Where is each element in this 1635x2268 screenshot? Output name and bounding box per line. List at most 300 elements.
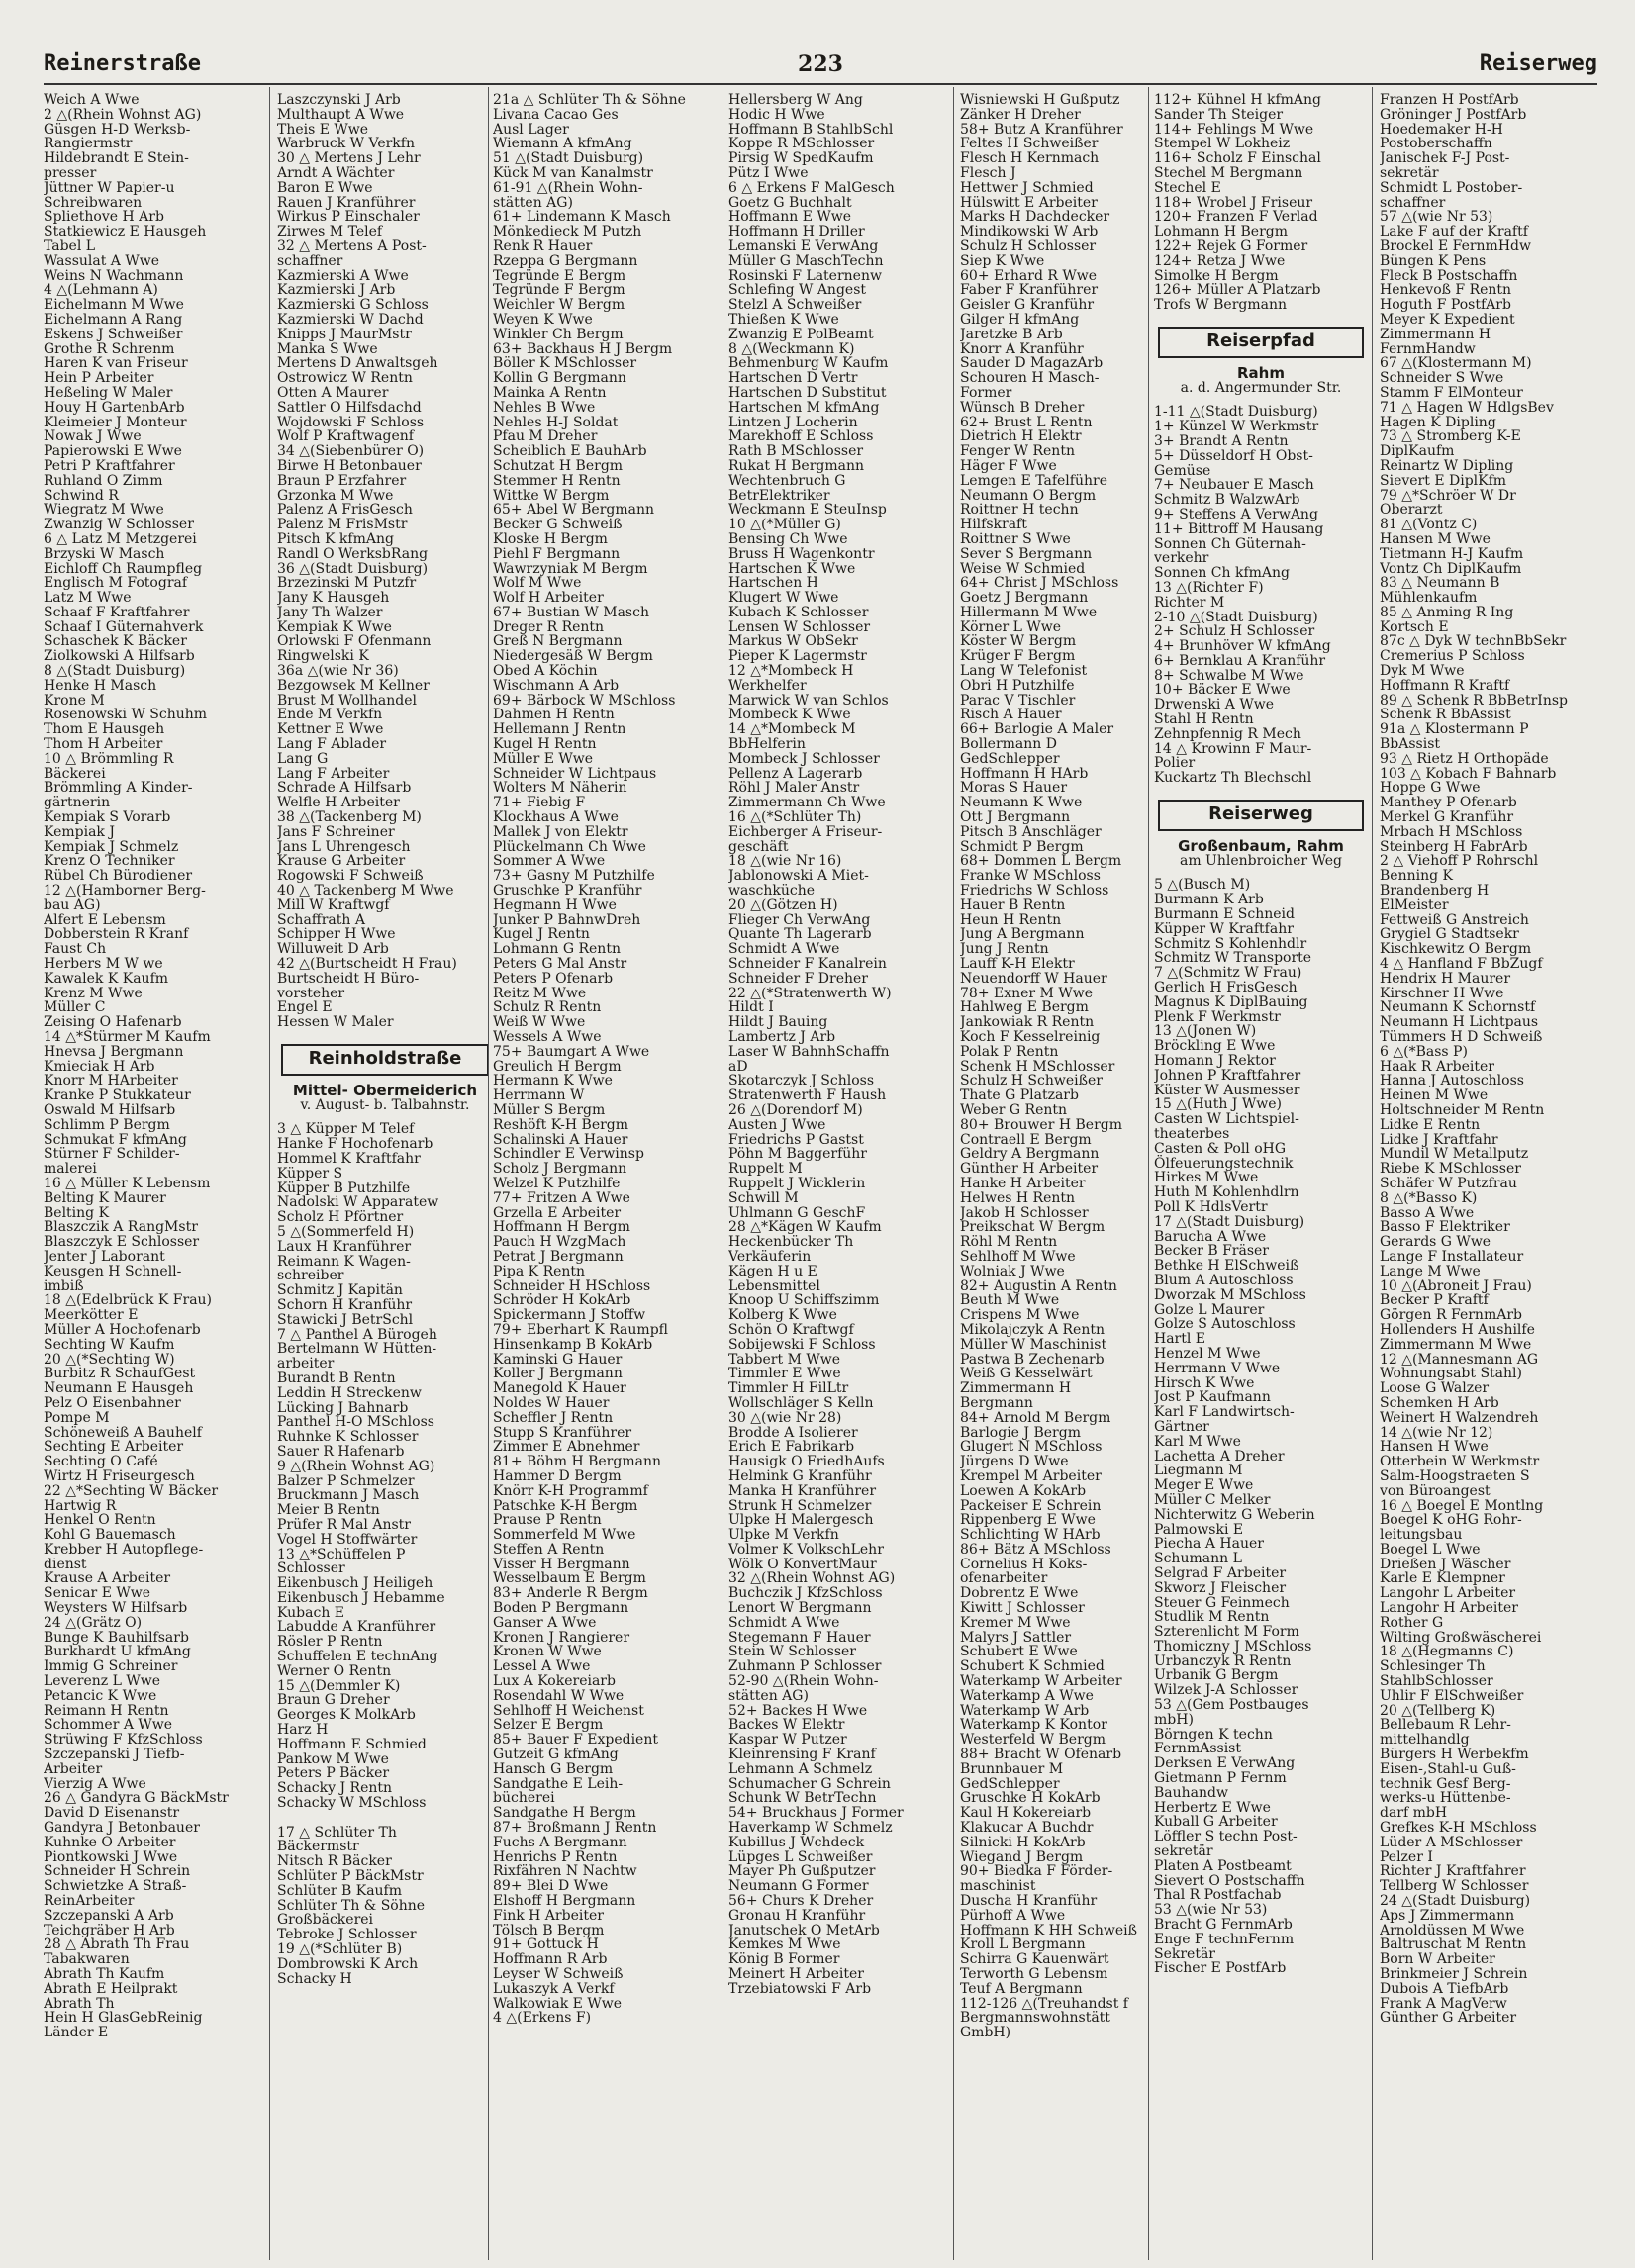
directory-entry: Kazmierski G Schloss bbox=[277, 297, 429, 314]
directory-entry: Palenz A FrisGesch bbox=[277, 502, 413, 519]
directory-entry: 2 △ Viehoff P Rohrschl bbox=[1380, 853, 1539, 870]
directory-entry: Bauhandw bbox=[1154, 1784, 1228, 1801]
directory-entry: sekretär bbox=[1154, 1843, 1213, 1860]
directory-entry: Lange M Wwe bbox=[1380, 1263, 1481, 1279]
directory-entry: Dahmen H Rentn bbox=[493, 707, 615, 723]
directory-entry: Hnevsa J Bergmann bbox=[44, 1043, 184, 1060]
directory-entry: Wiegratz M Wwe bbox=[44, 502, 164, 519]
directory-entry: Sauder D MagazArb bbox=[960, 355, 1104, 372]
directory-entry: Klugert W Wwe bbox=[728, 590, 839, 607]
directory-entry: 20 △(*Sechting W) bbox=[44, 1351, 175, 1368]
directory-entry: Becker P Kraftf bbox=[1380, 1292, 1489, 1309]
directory-entry: Vontz Ch DiplKaufm bbox=[1380, 560, 1522, 577]
directory-entry: Hirkes M Wwe bbox=[1154, 1170, 1259, 1186]
directory-entry: Hirsch K Wwe bbox=[1154, 1374, 1255, 1391]
directory-entry: Petancic K Wwe bbox=[44, 1687, 157, 1704]
directory-entry: Skworz J Fleischer bbox=[1154, 1579, 1287, 1596]
directory-entry: imbiß bbox=[44, 1277, 84, 1294]
directory-entry: Nehles B Wwe bbox=[493, 399, 596, 416]
directory-entry: Obed A Köchin bbox=[493, 663, 598, 680]
directory-entry: Cremerius P Schloss bbox=[1380, 648, 1525, 665]
directory-entry: Nichterwitz G Weberin bbox=[1154, 1506, 1315, 1523]
directory-entry: Wolf P Kraftwagenf bbox=[277, 428, 414, 445]
directory-entry: Franke W MSchloss bbox=[960, 868, 1101, 885]
directory-entry: Hartschen M kfmAng bbox=[728, 399, 880, 416]
directory-entry: Janischek F-J Post- bbox=[1380, 150, 1510, 167]
directory-entry: Herrmann V Wwe bbox=[1154, 1360, 1281, 1376]
directory-entry: Hammer D Bergm bbox=[493, 1467, 622, 1484]
directory-entry: Geldry A Bergmann bbox=[960, 1146, 1100, 1163]
directory-entry: Weiß G Kesselwärt bbox=[960, 1366, 1093, 1382]
directory-entry: Goetz G Buchhalt bbox=[728, 194, 852, 211]
directory-entry: 16 △ Müller K Lebensm bbox=[44, 1175, 211, 1191]
directory-entry: Baron E Wwe bbox=[277, 179, 373, 196]
directory-entry: Flieger Ch VerwAng bbox=[728, 911, 871, 928]
directory-entry: Körner L Wwe bbox=[960, 618, 1062, 635]
directory-entry: Rangiermstr bbox=[44, 136, 133, 152]
directory-entry: Zwanzig W Schlosser bbox=[44, 517, 194, 533]
directory-entry: Jenter J Laborant bbox=[44, 1248, 165, 1265]
directory-entry: Kawalek K Kaufm bbox=[44, 970, 169, 987]
directory-entry: Schubert K Schmied bbox=[960, 1658, 1105, 1675]
directory-entry: 14 △*Mombeck M bbox=[728, 721, 856, 738]
directory-entry: Markus W ObSekr bbox=[728, 633, 858, 650]
directory-entry: Herbers M W we bbox=[44, 956, 163, 973]
directory-entry: 82+ Augustin A Rentn bbox=[960, 1277, 1117, 1294]
directory-entry: Weckmann E SteuInsp bbox=[728, 502, 887, 519]
directory-entry: Küpper W Kraftfahr bbox=[1154, 920, 1294, 937]
directory-entry: Flesch H Kernmach bbox=[960, 150, 1100, 167]
directory-entry: Lebensmittel bbox=[728, 1277, 820, 1294]
directory-entry: Lensen W Schlosser bbox=[728, 618, 871, 635]
directory-entry: 89 △ Schenk R BbBetrInsp bbox=[1380, 692, 1568, 709]
directory-entry: Stamm F ElMonteur bbox=[1380, 384, 1523, 401]
directory-entry: Fink H Arbeiter bbox=[493, 1907, 604, 1924]
directory-entry: Schacky H bbox=[277, 1970, 352, 1987]
directory-entry: Enge F technFernm bbox=[1154, 1931, 1295, 1947]
directory-entry: presser bbox=[44, 164, 97, 181]
directory-entry: Brunnbauer M bbox=[960, 1760, 1064, 1777]
directory-entry: Peters P Ofenarb bbox=[493, 970, 614, 987]
directory-entry: 4 △(Lehmann A) bbox=[44, 282, 158, 299]
column-divider bbox=[488, 87, 489, 2260]
directory-entry bbox=[277, 1811, 493, 1826]
directory-entry: Greß N Bergmann bbox=[493, 633, 623, 650]
directory-entry: Haak R Arbeiter bbox=[1380, 1058, 1494, 1075]
directory-entry: Goetz J Bergmann bbox=[960, 590, 1089, 607]
directory-entry: Tabakwaren bbox=[44, 1951, 130, 1968]
directory-entry: Schrade A Hilfsarb bbox=[277, 780, 412, 797]
directory-entry: Papierowski E Wwe bbox=[44, 443, 182, 460]
directory-entry: 13 △*Schüffelen P bbox=[277, 1546, 406, 1562]
directory-entry: Bezgowsek M Kellner bbox=[277, 677, 430, 694]
directory-entry: Fischer E PostfArb bbox=[1154, 1960, 1287, 1977]
directory-entry: Platen A Postbeamt bbox=[1154, 1857, 1292, 1874]
directory-entry: Zirwes M Telef bbox=[277, 224, 383, 240]
directory-entry: Backes W Elektr bbox=[728, 1717, 845, 1734]
directory-entry: Parac V Tischler bbox=[960, 692, 1076, 709]
directory-entry: Drwenski A Wwe bbox=[1154, 697, 1275, 713]
directory-entry: Hoffmann H Driller bbox=[728, 224, 865, 240]
directory-entry: Krause G Arbeiter bbox=[277, 853, 406, 870]
directory-entry: Sonnen Ch Güternah- bbox=[1154, 535, 1306, 552]
directory-entry: Eichloff Ch Raumpfleg bbox=[44, 560, 203, 577]
column-1 bbox=[44, 93, 261, 2260]
directory-entry: GedSchlepper bbox=[960, 1775, 1060, 1792]
directory-entry: Börngen K techn bbox=[1154, 1726, 1273, 1743]
directory-entry: David D Eisenanstr bbox=[44, 1805, 180, 1822]
directory-entry: GedSchlepper bbox=[960, 750, 1060, 767]
directory-entry: 53 △(Gem Postbauges bbox=[1154, 1697, 1309, 1714]
directory-entry: Palenz M FrisMstr bbox=[277, 517, 408, 533]
directory-entry: Schacky J Rentn bbox=[277, 1780, 393, 1797]
directory-entry: Schmitz J Kapitän bbox=[277, 1282, 403, 1299]
directory-entry: Rosendahl W Wwe bbox=[493, 1687, 625, 1704]
page-header bbox=[44, 51, 1597, 85]
directory-entry: Contraell E Bergm bbox=[960, 1131, 1092, 1148]
directory-entry: Abrath E Heilprakt bbox=[44, 1980, 178, 1997]
directory-entry: Knorr A Kranführ bbox=[960, 340, 1084, 357]
directory-entry: Boegel L Wwe bbox=[1380, 1541, 1481, 1558]
directory-entry: ofenarbeiter bbox=[960, 1570, 1048, 1587]
directory-entry: Schouren H Masch- bbox=[960, 370, 1100, 387]
directory-entry: mittelhandlg bbox=[1380, 1732, 1470, 1748]
directory-entry: Müller S Bergm bbox=[493, 1101, 606, 1118]
directory-entry: bücherei bbox=[493, 1790, 555, 1807]
directory-entry: Geisler G Kranführ bbox=[960, 297, 1095, 314]
directory-entry: Wechtenbruch G bbox=[728, 472, 846, 489]
directory-entry: 1+ Künzel W Werkmstr bbox=[1154, 419, 1319, 435]
street-range-start: Reinerstraße bbox=[44, 51, 201, 76]
directory-entry: 4 △(Erkens F) bbox=[493, 2010, 592, 2027]
directory-entry: Erich E Fabrikarb bbox=[728, 1439, 855, 1456]
directory-entry: Thal R Postfachab bbox=[1154, 1887, 1282, 1904]
directory-entry: 42 △(Burtscheidt H Frau) bbox=[277, 956, 457, 973]
directory-entry: Thom H Arbeiter bbox=[44, 736, 163, 753]
directory-entry: Schalinski A Hauer bbox=[493, 1131, 628, 1148]
directory-entry: 13 △(Richter F) bbox=[1154, 579, 1264, 596]
directory-entry: Rother G bbox=[1380, 1614, 1444, 1631]
directory-entry: Schlesinger Th bbox=[1380, 1658, 1486, 1675]
directory-entry: Kortsch E bbox=[1380, 618, 1449, 635]
directory-entry: Piehl F Bergmann bbox=[493, 545, 621, 562]
directory-entry: Terworth G Lebensm bbox=[960, 1966, 1108, 1982]
directory-entry: aD bbox=[728, 1058, 748, 1075]
street-heading: Reinholdstraße bbox=[281, 1044, 489, 1076]
directory-entry: Krempel M Arbeiter bbox=[960, 1467, 1102, 1484]
directory-entry: Steuer G Feinmech bbox=[1154, 1594, 1290, 1611]
directory-entry: Rixfähren N Nachtw bbox=[493, 1863, 637, 1880]
directory-entry: Buchczik J KfzSchloss bbox=[728, 1585, 883, 1602]
directory-entry: Wesselbaum E Bergm bbox=[493, 1570, 646, 1587]
directory-entry: 17 △ Schlüter Th bbox=[277, 1824, 397, 1841]
directory-entry: Kolberg K Wwe bbox=[728, 1307, 837, 1324]
directory-entry: Peters G Mal Anstr bbox=[493, 956, 627, 973]
directory-entry: Neumann H Lichtpaus bbox=[1380, 1014, 1539, 1031]
directory-entry: Wohnungsabt Stahl) bbox=[1380, 1366, 1522, 1382]
directory-entry: Fenger W Rentn bbox=[960, 443, 1075, 460]
directory-entry: Bruckmann J Masch bbox=[277, 1487, 420, 1504]
directory-entry: Wawrzyniak M Bergm bbox=[493, 560, 648, 577]
directory-entry: Küpper S bbox=[277, 1165, 343, 1181]
directory-entry: Dyk M Wwe bbox=[1380, 663, 1465, 680]
directory-entry: 67 △(Klostermann M) bbox=[1380, 355, 1532, 372]
column-4 bbox=[728, 93, 950, 2260]
directory-entry: 3 △ Küpper M Telef bbox=[277, 1121, 415, 1138]
directory-entry: Ruppelt M bbox=[728, 1161, 803, 1178]
directory-entry: Friedrichs W Schloss bbox=[960, 883, 1109, 899]
directory-entry: 68+ Dommen L Bergm bbox=[960, 853, 1122, 870]
directory-entry: Ganser A Wwe bbox=[493, 1614, 597, 1631]
directory-entry: 16 △ Boegel E Montlng bbox=[1380, 1497, 1544, 1514]
directory-entry: 73 △ Stromberg K-E bbox=[1380, 428, 1521, 445]
directory-entry: Hartschen H bbox=[728, 575, 818, 592]
directory-entry: Willuweit D Arb bbox=[277, 941, 389, 958]
directory-entry: Otten A Maurer bbox=[277, 384, 389, 401]
district-label: Mittel- Obermeiderich bbox=[292, 1081, 478, 1099]
directory-entry: Pompe M bbox=[44, 1409, 110, 1426]
directory-entry: Balzer P Schmelzer bbox=[277, 1472, 415, 1489]
directory-entry: Lange F Installateur bbox=[1380, 1248, 1524, 1265]
directory-entry: Lang W Telefonist bbox=[960, 663, 1088, 680]
directory-entry: Johnen P Kraftfahrer bbox=[1154, 1067, 1301, 1084]
directory-entry: Hodic H Wwe bbox=[728, 106, 825, 123]
directory-entry: Koller J Bergmann bbox=[493, 1366, 623, 1382]
directory-entry: Pelzer I bbox=[1380, 1848, 1433, 1865]
directory-entry: Schlosser bbox=[277, 1560, 345, 1577]
directory-entry: Karl M Wwe bbox=[1154, 1433, 1241, 1450]
directory-entry: Waterkamp W Arb bbox=[960, 1702, 1090, 1719]
directory-entry: Meger E Wwe bbox=[1154, 1477, 1254, 1494]
directory-entry: Schneider F Dreher bbox=[728, 970, 868, 987]
directory-entry: 79+ Eberhart K Raumpfl bbox=[493, 1321, 668, 1338]
directory-entry: Wisniewski H Gußputz bbox=[960, 93, 1120, 108]
directory-entry: Sechting O Café bbox=[44, 1454, 158, 1470]
directory-entry: 79 △*Schröer W Dr bbox=[1380, 487, 1516, 504]
directory-entry: Vierzig A Wwe bbox=[44, 1775, 146, 1792]
directory-entry: 7+ Neubauer E Masch bbox=[1154, 477, 1314, 494]
directory-entry: Kubach K Schlosser bbox=[728, 604, 869, 620]
street-section-label: v. August- b. Talbahnstr. bbox=[300, 1096, 470, 1113]
directory-entry: Pitsch B Anschläger bbox=[960, 823, 1102, 840]
directory-entry: 6 △ Latz M Metzgerei bbox=[44, 530, 197, 547]
directory-entry: 5+ Düsseldorf H Obst- bbox=[1154, 447, 1313, 464]
directory-entry: Stemmer H Rentn bbox=[493, 472, 621, 489]
directory-entry: Kiwitt J Schlosser bbox=[960, 1600, 1085, 1617]
directory-entry: Schorn H Kranführ bbox=[277, 1296, 413, 1313]
directory-entry: 81 △(Vontz C) bbox=[1380, 517, 1478, 533]
directory-entry: Timmler E Wwe bbox=[728, 1366, 841, 1382]
directory-entry: Hellemann J Rentn bbox=[493, 721, 626, 738]
directory-entry: Kuhnke O Arbeiter bbox=[44, 1834, 176, 1850]
directory-entry: Ringwelski K bbox=[277, 648, 369, 665]
directory-entry: Bracht G FernmArb bbox=[1154, 1917, 1293, 1934]
directory-entry: Immig G Schreiner bbox=[44, 1658, 178, 1675]
directory-entry: Schöneweiß A Bauhelf bbox=[44, 1424, 202, 1441]
directory-entry: Müller C Melker bbox=[1154, 1491, 1271, 1508]
directory-entry: Zimmer E Abnehmer bbox=[493, 1439, 640, 1456]
directory-entry: Wassulat A Wwe bbox=[44, 252, 160, 269]
directory-entry: Lauff K-H Elektr bbox=[960, 956, 1075, 973]
directory-entry: Sandgathe E Leih- bbox=[493, 1775, 624, 1792]
street-section-label: am Uhlenbroicher Weg bbox=[1179, 852, 1342, 869]
directory-entry: Lehmann A Schmelz bbox=[728, 1760, 873, 1777]
directory-entry: maschinist bbox=[960, 1878, 1036, 1895]
directory-entry: 85 △ Anming R Ing bbox=[1380, 604, 1514, 620]
directory-entry: Derksen E VerwAng bbox=[1154, 1755, 1296, 1772]
directory-entry: ReinArbeiter bbox=[44, 1893, 135, 1910]
directory-entry: Polak P Rentn bbox=[960, 1043, 1059, 1060]
directory-entry: Lachetta A Dreher bbox=[1154, 1448, 1285, 1465]
directory-entry: Harz H bbox=[277, 1722, 329, 1739]
directory-entry: Jaretzke B Arb bbox=[960, 326, 1063, 342]
directory-entry: Kmieciak H Arb bbox=[44, 1058, 155, 1075]
directory-entry: Weysters W Hilfsarb bbox=[44, 1600, 188, 1617]
directory-entry: 64+ Christ J MSchloss bbox=[960, 575, 1119, 592]
directory-entry: Lang F Ablader bbox=[277, 736, 387, 753]
directory-entry: Tabbert M Wwe bbox=[728, 1351, 841, 1368]
directory-entry: Hoffmann H Bergm bbox=[493, 1219, 630, 1236]
directory-entry: Hoffmann R Kraftf bbox=[1380, 677, 1510, 694]
directory-entry: 91a △ Klostermann P bbox=[1380, 721, 1529, 738]
directory-entry: Neumann K Schornstf bbox=[1380, 999, 1536, 1016]
directory-entry: Magnus K DiplBauing bbox=[1154, 993, 1308, 1010]
directory-entry: Rösler P Rentn bbox=[277, 1634, 383, 1651]
directory-entry: werks-u Hüttenbe- bbox=[1380, 1790, 1511, 1807]
street-heading: Reiserpfad bbox=[1158, 327, 1364, 358]
directory-entry: BetrElektriker bbox=[728, 487, 830, 504]
directory-entry: Benning K bbox=[1380, 868, 1453, 885]
directory-entry: Bruss H Wagenkontr bbox=[728, 545, 875, 562]
directory-entry: Oswald M Hilfsarb bbox=[44, 1101, 176, 1118]
directory-entry: Bergmann bbox=[960, 1394, 1033, 1411]
directory-entry: Henkel O Rentn bbox=[44, 1512, 156, 1529]
directory-entry: Dobberstein R Kranf bbox=[44, 926, 189, 943]
directory-entry: Hildebrandt E Stein- bbox=[44, 150, 189, 167]
directory-entry: 26 △ Gandyra G BäckMstr bbox=[44, 1790, 229, 1807]
directory-entry: Kohl G Bauemasch bbox=[44, 1527, 176, 1544]
column-divider bbox=[1372, 87, 1373, 2260]
directory-entry: Schwill M bbox=[728, 1189, 799, 1206]
column-6 bbox=[1154, 93, 1368, 2260]
directory-entry: Hansch G Bergm bbox=[493, 1760, 614, 1777]
directory-entry: 66+ Barlogie A Maler bbox=[960, 721, 1114, 738]
directory-entry: Werner O Rentn bbox=[277, 1662, 392, 1679]
directory-entry: Burbitz R SchaufGest bbox=[44, 1366, 196, 1382]
directory-entry: Belting K bbox=[44, 1204, 110, 1221]
directory-entry: Henkevoß F Rentn bbox=[1380, 282, 1512, 299]
directory-entry: Janutschek O MetArb bbox=[728, 1922, 880, 1938]
directory-entry: Kronen J Rangierer bbox=[493, 1629, 630, 1646]
directory-entry: 6+ Bernklau A Kranführ bbox=[1154, 652, 1326, 669]
directory-entry: Wittke W Bergm bbox=[493, 487, 610, 504]
directory-entry: 53 △(wie Nr 53) bbox=[1154, 1902, 1268, 1919]
directory-entry: Zwanzig E PolBeamt bbox=[728, 326, 874, 342]
column-divider bbox=[1148, 87, 1149, 2260]
directory-entry: Schmidt P Bergm bbox=[960, 838, 1084, 855]
directory-entry: 112-126 △(Treuhandst f bbox=[960, 1995, 1128, 2012]
directory-entry: Brzyski W Masch bbox=[44, 545, 165, 562]
directory-entry: Scholz J Bergmann bbox=[493, 1161, 627, 1178]
directory-entry: Petri P Kraftfahrer bbox=[44, 457, 175, 474]
directory-entry: Renk R Hauer bbox=[493, 237, 593, 254]
directory-entry: Zänker H Dreher bbox=[960, 106, 1081, 123]
directory-entry: Lambertz J Arb bbox=[728, 1029, 836, 1045]
directory-entry: 28 △ Abrath Th Frau bbox=[44, 1937, 190, 1953]
directory-entry: Weinert H Walzendreh bbox=[1380, 1409, 1539, 1426]
directory-entry: 40 △ Tackenberg M Wwe bbox=[277, 883, 454, 899]
directory-entry: Sievert E DiplKfm bbox=[1380, 472, 1507, 489]
directory-entry: Lenort W Bergmann bbox=[728, 1600, 872, 1617]
directory-entry: Hartl E bbox=[1154, 1331, 1206, 1348]
directory-entry: Pastwa B Zechenarb bbox=[960, 1351, 1105, 1368]
directory-entry: Schuffelen E technAng bbox=[277, 1649, 438, 1665]
directory-entry: 2+ Schulz H Schlosser bbox=[1154, 623, 1315, 640]
directory-entry: 73+ Gasny M Putzhilfe bbox=[493, 868, 655, 885]
directory-entry: Görgen R FernmArb bbox=[1380, 1307, 1522, 1324]
directory-entry: 18 △(Edelbrück K Frau) bbox=[44, 1292, 213, 1309]
directory-entry: Jung J Rentn bbox=[960, 941, 1049, 958]
directory-entry: Alfert E Lebensm bbox=[44, 911, 166, 928]
directory-entry: Müller A Hochofenarb bbox=[44, 1321, 201, 1338]
directory-entry: Kronen W Wwe bbox=[493, 1644, 602, 1660]
directory-entry: Leddin H Streckenw bbox=[277, 1384, 422, 1401]
directory-entry: Trzebiatowski F Arb bbox=[728, 1980, 872, 1997]
directory-entry: Arnoldüssen M Wwe bbox=[1380, 1922, 1525, 1938]
directory-entry: Wolters M Näherin bbox=[493, 780, 627, 797]
directory-entry: stätten AG) bbox=[728, 1687, 809, 1704]
directory-entry: Jakob H Schlosser bbox=[960, 1204, 1089, 1221]
directory-entry: Weber G Rentn bbox=[960, 1101, 1068, 1118]
directory-entry: 14 △*Stürmer M Kaufm bbox=[44, 1029, 211, 1045]
directory-entry: Arndt A Wächter bbox=[277, 164, 395, 181]
directory-entry: Stupp S Kranführer bbox=[493, 1424, 632, 1441]
directory-entry: Manegold K Hauer bbox=[493, 1380, 626, 1397]
directory-entry: Ulpke M Verkfn bbox=[728, 1527, 839, 1544]
directory-entry: Westerfeld W Bergm bbox=[960, 1732, 1106, 1748]
directory-entry: 91+ Gottuck H bbox=[493, 1937, 599, 1953]
directory-entry: Pfau M Dreher bbox=[493, 428, 598, 445]
directory-entry: Bertelmann W Hütten- bbox=[277, 1341, 437, 1358]
directory-entry: Winkler Ch Bergm bbox=[493, 326, 624, 342]
directory-entry: Scholz H Pförtner bbox=[277, 1209, 404, 1226]
directory-entry: 84+ Arnold M Bergm bbox=[960, 1409, 1111, 1426]
directory-entry: Blum A Autoschloss bbox=[1154, 1272, 1294, 1288]
directory-entry: Schneider S Wwe bbox=[1380, 370, 1504, 387]
directory-entry: Reshöft K-H Bergm bbox=[493, 1116, 629, 1133]
directory-entry: Belting K Maurer bbox=[44, 1189, 166, 1206]
directory-entry: 24 △(Grätz O) bbox=[44, 1614, 143, 1631]
directory-entry: Pirsig W SpedKaufm bbox=[728, 150, 874, 167]
directory-entry: Schwietzke A Straß- bbox=[44, 1878, 187, 1895]
directory-entry: Schwind R bbox=[44, 487, 119, 504]
directory-entry: Hoffmann K HH Schweiß bbox=[960, 1922, 1138, 1938]
directory-entry: Selzer E Bergm bbox=[493, 1717, 604, 1734]
directory-entry: arbeiter bbox=[277, 1356, 335, 1372]
directory-entry: Kirschner H Wwe bbox=[1380, 985, 1504, 1001]
directory-entry: 10 △(*Müller G) bbox=[728, 517, 841, 533]
directory-entry: 12 △*Mombeck H bbox=[728, 663, 854, 680]
directory-entry: Livana Cacao Ges bbox=[493, 106, 619, 123]
directory-entry: König B Former bbox=[728, 1951, 840, 1968]
directory-entry: Wolf H Arbeiter bbox=[493, 590, 604, 607]
directory-entry: Kazmierski W Dachd bbox=[277, 311, 424, 328]
directory-entry: 10 △(Abroneit J Frau) bbox=[1380, 1277, 1532, 1294]
directory-entry: Pellenz A Lagerarb bbox=[728, 765, 863, 782]
directory-entry: Braun G Dreher bbox=[277, 1692, 390, 1709]
directory-entry: 15 △(Demmler K) bbox=[277, 1677, 401, 1694]
directory-entry: Bürgers H Werbekfm bbox=[1380, 1747, 1529, 1763]
